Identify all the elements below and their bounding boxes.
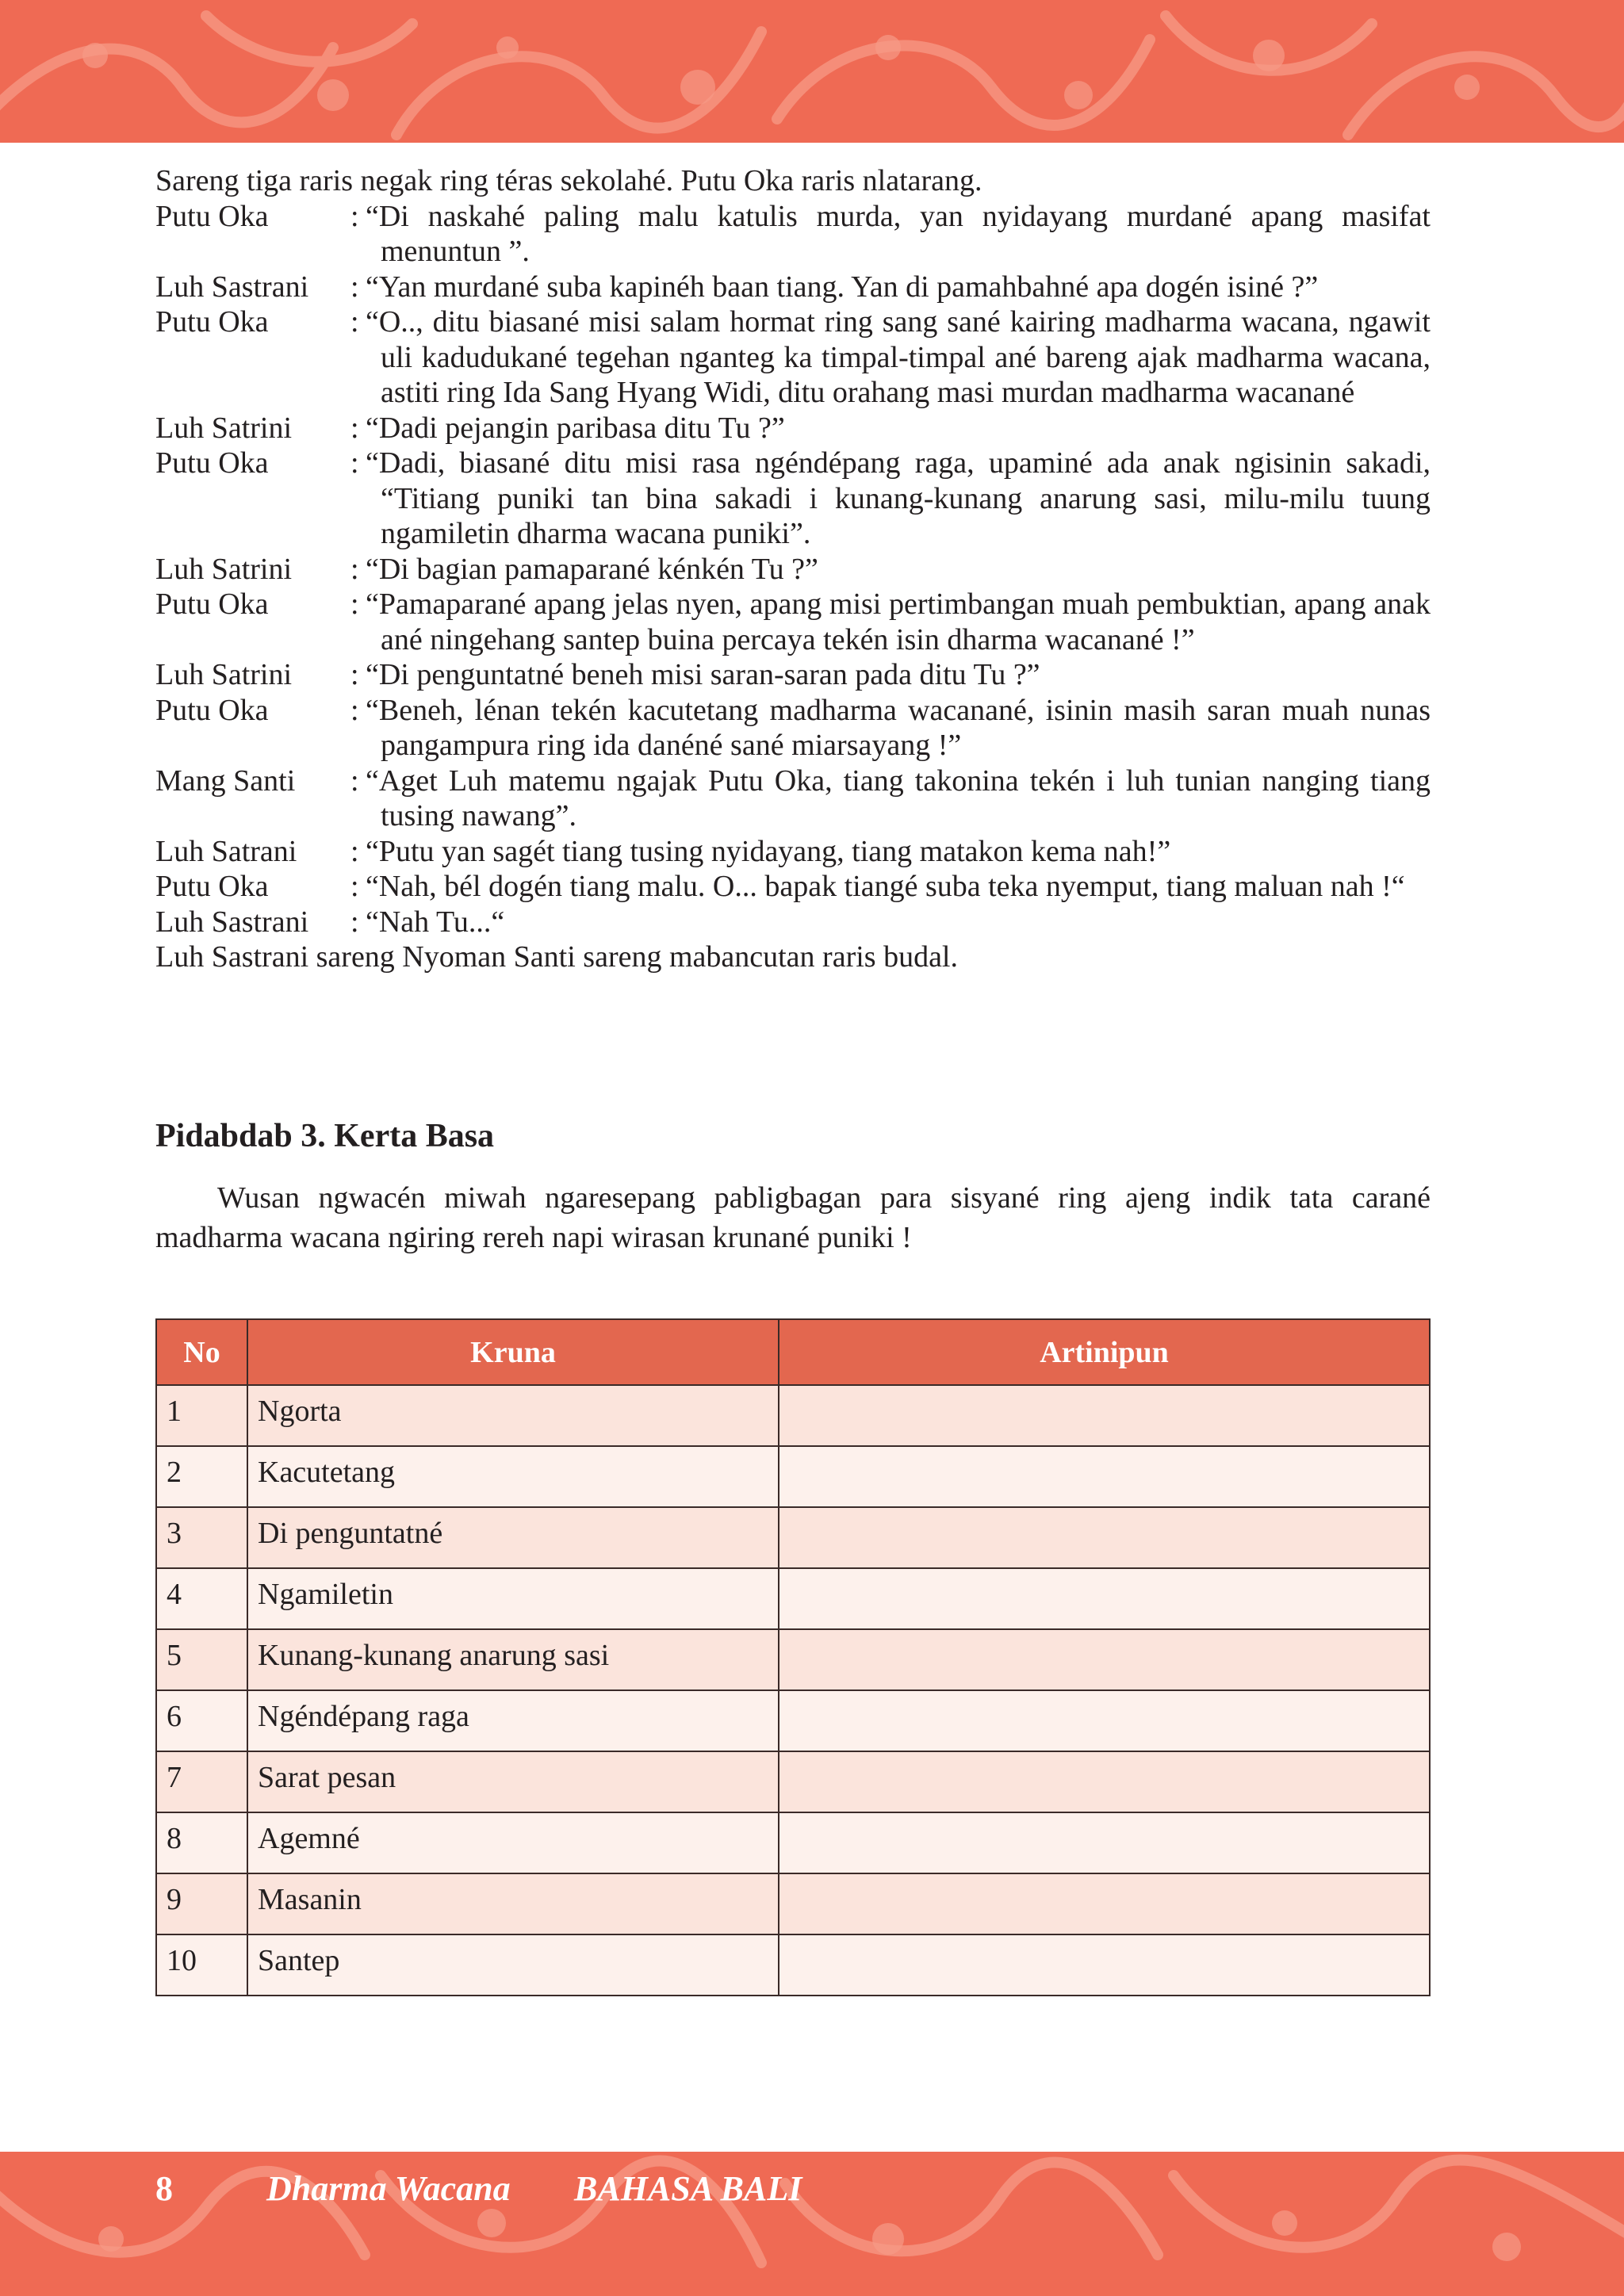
table-row [156, 1385, 1430, 1446]
speaker-name: Luh Sastrani [155, 270, 309, 304]
dialogue-line: Luh Satrani : “Putu yan sagét tiang tusing nyidayang, tiang matakon kema nah!” [155, 834, 1431, 870]
cell-no: 7 [156, 1751, 247, 1812]
dialogue-line: Mang Santi : “Aget Luh matemu ngajak Putu Oka, tiang takonina tekén i luh tunian nanging tiang tusing nawang”. [155, 763, 1431, 832]
speaker-name: Putu Oka [155, 587, 269, 621]
cell-kruna: Kunang-kunang anarung sasi [247, 1629, 779, 1690]
dialogue-section [155, 163, 1431, 975]
speaker-name: Mang Santi [155, 763, 296, 798]
cell-artinipun[interactable] [779, 1934, 1430, 1996]
cell-artinipun[interactable] [779, 1446, 1430, 1507]
speaker-utterance: “Di naskahé paling malu katulis murda, yan nyidayang murdané apang masifat menuntun ”. [366, 199, 1431, 268]
speaker-utterance: “Dadi, biasané ditu misi rasa ngéndépang raga, upaminé ada anak ngisinin sakadi, “Titiang puniki tan bina sakadi i kunang-kunang anarung sasi, milu-milu tuung ngamiletin dharma wacana puniki”. [366, 446, 1431, 550]
table-row [156, 1873, 1430, 1934]
speaker-name: Luh Satrini [155, 411, 293, 445]
speaker-name: Luh Satrini [155, 552, 293, 586]
table-row [156, 1629, 1430, 1690]
speaker-name: Luh Satrani [155, 834, 297, 868]
cell-artinipun[interactable] [779, 1690, 1430, 1751]
book-subject: BAHASA BALI [574, 2169, 802, 2208]
dialogue-line: Luh Sastrani : “Yan murdané suba kapinéh baan tiang. Yan di pamahbahné apa dogén isiné ?” [155, 270, 1431, 305]
cell-kruna: Santep [247, 1934, 779, 1996]
cell-kruna: Ngorta [247, 1385, 779, 1446]
instruction-paragraph: Wusan ngwacén miwah ngaresepang pabligbagan para sisyané ring ajeng indik tata carané madharma wacana ngiring rereh napi wirasan krunané puniki ! [155, 1181, 1431, 1254]
cell-no: 4 [156, 1568, 247, 1629]
cell-artinipun[interactable] [779, 1507, 1430, 1568]
column-header-artinipun: Artinipun [779, 1319, 1430, 1385]
cell-no: 10 [156, 1934, 247, 1996]
speaker-utterance: “Di penguntatné beneh misi saran-saran pada ditu Tu ?” [366, 658, 1040, 691]
dialogue-line: Luh Sastrani : “Nah Tu...“ [155, 905, 1431, 940]
table-row [156, 1690, 1430, 1751]
cell-artinipun[interactable] [779, 1629, 1430, 1690]
cell-artinipun[interactable] [779, 1812, 1430, 1873]
speaker-utterance: “Yan murdané suba kapinéh baan tiang. Yan di pamahbahné apa dogén isiné ?” [366, 270, 1319, 304]
cell-no: 8 [156, 1812, 247, 1873]
page-number: 8 [155, 2169, 173, 2208]
cell-kruna: Di penguntatné [247, 1507, 779, 1568]
dialogue-line: Luh Satrini : “Di bagian pamaparané kénkén Tu ?” [155, 552, 1431, 587]
dialogue-line: Putu Oka : “Beneh, lénan tekén kacutetang madharma wacanané, isinin masih saran muah nunas pangampura ring ida danéné sané miarsayang !” [155, 693, 1431, 762]
cell-kruna: Ngéndépang raga [247, 1690, 779, 1751]
floral-ornament-icon [0, 2152, 1624, 2296]
cell-no: 6 [156, 1690, 247, 1751]
table-row [156, 1934, 1430, 1996]
table-row [156, 1812, 1430, 1873]
speaker-utterance: “Nah, bél dogén tiang malu. O... bapak tiangé suba teka nyemput, tiang maluan nah !“ [366, 870, 1405, 903]
narration-end: Luh Sastrani sareng Nyoman Santi sareng mabancutan raris budal. [155, 940, 958, 974]
dialogue-line: Putu Oka : “Dadi, biasané ditu misi rasa ngéndépang raga, upaminé ada anak ngisinin sakadi, “Titiang puniki tan bina sakadi i kunang-kunang anarung sasi, milu-milu tuung ngamiletin dharma wacana puniki”. [155, 446, 1431, 550]
cell-kruna: Ngamiletin [247, 1568, 779, 1629]
speaker-utterance: “Beneh, lénan tekén kacutetang madharma wacanané, isinin masih saran muah nunas pangampura ring ida danéné sané miarsayang !” [366, 693, 1431, 762]
speaker-name: Putu Oka [155, 305, 269, 339]
table-header-row [156, 1319, 1430, 1385]
speaker-name: Putu Oka [155, 693, 269, 727]
cell-artinipun[interactable] [779, 1568, 1430, 1629]
cell-kruna: Kacutetang [247, 1446, 779, 1507]
table-row [156, 1568, 1430, 1629]
speaker-utterance: “Nah Tu...“ [366, 905, 505, 939]
speaker-utterance: “Putu yan sagét tiang tusing nyidayang, tiang matakon kema nah!” [366, 834, 1171, 868]
cell-no: 9 [156, 1873, 247, 1934]
speaker-utterance: “Di bagian pamaparané kénkén Tu ?” [366, 552, 818, 586]
cell-kruna: Sarat pesan [247, 1751, 779, 1812]
table-row [156, 1507, 1430, 1568]
cell-artinipun[interactable] [779, 1873, 1430, 1934]
narration-start: Sareng tiga raris negak ring téras sekolahé. Putu Oka raris nlatarang. [155, 164, 982, 197]
dialogue-line: Putu Oka : “O.., ditu biasané misi salam hormat ring sang sané kairing madharma wacana, ngawit uli kadudukané tegehan nganteg ka timpal-timpal ané bareng ajak madharma wacana, astiti ring Ida Sang Hyang Widi, ditu orahang masi murdan madharma wacanané [155, 305, 1431, 409]
table-row [156, 1751, 1430, 1812]
cell-artinipun[interactable] [779, 1751, 1430, 1812]
cell-no: 5 [156, 1629, 247, 1690]
cell-kruna: Agemné [247, 1812, 779, 1873]
speaker-name: Putu Oka [155, 870, 269, 903]
floral-ornament-icon [0, 0, 1624, 143]
book-title: Dharma Wacana [266, 2169, 511, 2208]
footer-ornament-band [0, 2152, 1624, 2296]
cell-kruna: Masanin [247, 1873, 779, 1934]
speaker-utterance: “Aget Luh matemu ngajak Putu Oka, tiang takonina tekén i luh tunian nanging tiang tusing nawang”. [366, 763, 1431, 832]
speaker-name: Luh Satrini [155, 658, 293, 691]
dialogue-line: Putu Oka : “Nah, bél dogén tiang malu. O... bapak tiangé suba teka nyemput, tiang maluan nah !“ [155, 869, 1431, 905]
speaker-utterance: “Pamaparané apang jelas nyen, apang misi pertimbangan muah pembuktian, apang anak ané ningehang santep buina percaya tekén isin dharma wacanané !” [366, 587, 1431, 656]
vocabulary-table [155, 1318, 1431, 1996]
header-ornament-band [0, 0, 1624, 143]
speaker-name: Luh Sastrani [155, 905, 309, 939]
dialogue-line: Luh Satrini : “Di penguntatné beneh misi saran-saran pada ditu Tu ?” [155, 657, 1431, 693]
dialogue-line: Putu Oka : “Di naskahé paling malu katulis murda, yan nyidayang murdané apang masifat menuntun ”. [155, 199, 1431, 268]
cell-no: 3 [156, 1507, 247, 1568]
cell-no: 2 [156, 1446, 247, 1507]
cell-no: 1 [156, 1385, 247, 1446]
dialogue-line: Luh Satrini : “Dadi pejangin paribasa ditu Tu ?” [155, 411, 1431, 446]
cell-artinipun[interactable] [779, 1385, 1430, 1446]
dialogue-line: Putu Oka : “Pamaparané apang jelas nyen, apang misi pertimbangan muah pembuktian, apang anak ané ningehang santep buina percaya tekén isin dharma wacanané !” [155, 587, 1431, 656]
column-header-no: No [156, 1319, 247, 1385]
speaker-utterance: “Dadi pejangin paribasa ditu Tu ?” [366, 411, 785, 445]
speaker-utterance: “O.., ditu biasané misi salam hormat ring sang sané kairing madharma wacana, ngawit uli kadudukané tegehan nganteg ka timpal-timpal ané bareng ajak madharma wacana, astiti ring Ida Sang Hyang Widi, ditu orahang masi murdan madharma wacanané [366, 305, 1431, 409]
speaker-name: Putu Oka [155, 446, 269, 480]
speaker-name: Putu Oka [155, 199, 269, 233]
table-row [156, 1446, 1430, 1507]
section-title: Pidabdab 3. Kerta Basa [155, 1118, 495, 1154]
column-header-kruna: Kruna [247, 1319, 779, 1385]
